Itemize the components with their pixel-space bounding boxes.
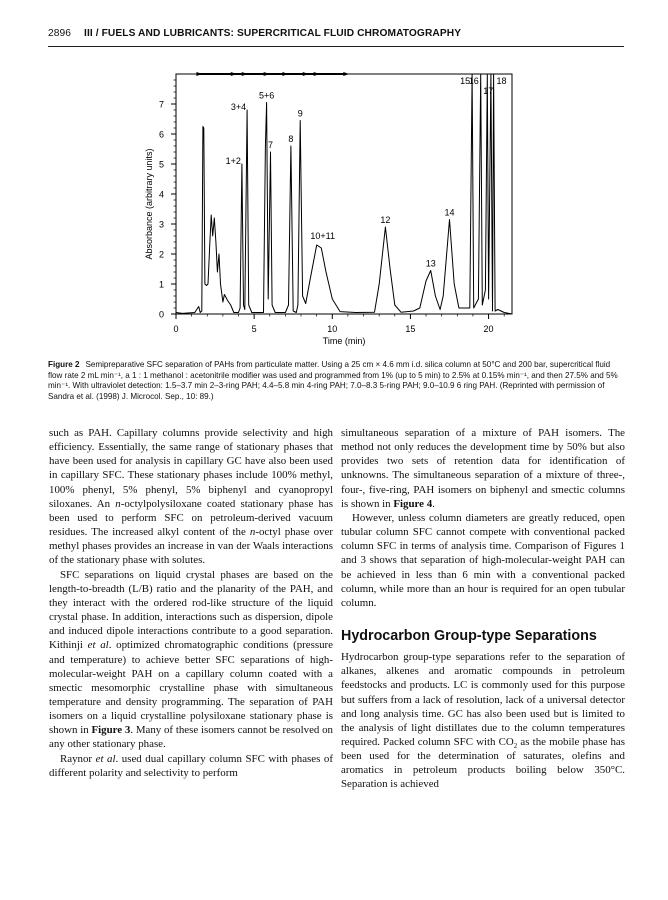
y-tick-label: 0 (158, 309, 164, 320)
plot-frame (176, 74, 512, 314)
fraction-marker-arrow (264, 72, 270, 76)
fraction-marker-arrow (343, 72, 349, 76)
fraction-marker-arrow (196, 72, 202, 76)
x-axis-label: Time (min) (322, 336, 366, 346)
section-title: III / FUELS AND LUBRICANTS: SUPERCRITICAL FLUID CHROMATOGRAPHY (84, 28, 462, 39)
y-tick-label: 1 (158, 279, 164, 290)
figure-2-chromatogram (140, 64, 540, 354)
paragraph: However, unless column diameters are greatly reduced, open tubular column SFC cannot compete with conventional packed column SFC in terms of analysis time. Comparison of Figures 1 and 3 shows that separation of high-molecular-weight PAH can be achieved in less than 6 min with a conventional packed column, while more than an hour is required for an open tubular column. (341, 511, 625, 609)
fraction-marker-arrow (314, 72, 320, 76)
paragraph: SFC separations on liquid crystal phases are based on the length-to-breadth (L/B) ratio and the planarity of the PAH, and they interact with the ordered rod-like structure of the liquid crystal phase. In addition, interactions such as dispersion, dipole and induced dipole interactions contribute to a good separation. Kithinji et al. optimized chromatographic conditions (pressure and temperature) to achieve better SFC separations of high-molecular-weight PAH on a capillary column coated with a smectic mesomorphic crystalline phase with simultaneous temperature and density programming. The separation of PAH isomers on a liquid crystalline polysiloxane stationary phase is shown in Figure 3. Many of these isomers cannot be resolved on any other stationary phase. (49, 568, 334, 751)
section-heading: Hydrocarbon Group-type Separations (341, 628, 597, 645)
peak-label: 16 (468, 76, 479, 86)
paragraph: simultaneous separation of a mixture of PAH isomers. The method not only reduces the development time by 50% but also provides two sets of retention data for identification of unknowns. The simultaneous separation of a mixture of three-, four-, five-ring, PAH isomers on biphenyl and smectic columns is shown in Figure 4. (341, 427, 625, 510)
x-tick-label: 5 (251, 324, 257, 334)
y-tick-label: 6 (158, 129, 164, 140)
y-axis-label: Absorbance (arbitrary units) (144, 148, 154, 260)
figure-caption (48, 360, 626, 402)
x-tick-label: 0 (173, 324, 179, 334)
x-tick-label: 15 (405, 324, 416, 334)
peak-label: 14 (444, 207, 455, 218)
y-tick-label: 3 (158, 219, 164, 230)
peak-label: 10+11 (310, 231, 335, 241)
body-column-left (49, 426, 333, 780)
fraction-marker-arrow (282, 72, 288, 76)
figure-label: Figure 2 (48, 360, 80, 369)
y-tick-label: 4 (158, 189, 164, 200)
peak-label: 12 (380, 215, 391, 225)
peak-label: 18 (496, 76, 507, 86)
peak-label: 17 (483, 86, 494, 96)
peak-label: 1+2 (225, 156, 241, 166)
peak-label: 3+4 (230, 102, 247, 112)
peak-label: 13 (425, 258, 436, 269)
paragraph: Hydrocarbon group-type separations refer to the separation of alkanes, alkenes and aromatic compounds in petroleum feedstocks and products. LC is commonly used for this purpose but suffers from a lack of resolution, lack of a universal detector and long analysis time. GC has also been used but is limited to the analysis of light distillates due to the column temperatures required. Packed column SFC with $CO_2$ as the mobile phase has been used for the determination of saturates, olefins and aromatics in petroleum products boiling below 350°C. Separation is achieved (341, 651, 625, 791)
page-number: 2896 (48, 28, 72, 39)
figure-caption-text: Semipreparative SFC separation of PAHs from particulate matter. Using a 25 cm × 4.6 mm i.d. silica column at 50°C and 200 bar, supercritical fluid flow rate 2 mL min⁻¹, a 1 : 1 methanol : acetonitrile modifier was used and programmed from 1% (up to 5 min) to 2.5% at 0.15% min⁻¹, and then 27.5% and 5% min⁻¹. With ultraviolet detection: 1.5–3.7 min 2–3-ring PAH; 4.4–5.8 min 4-ring PAH; 7.0–8.3 5-ring PAH; 9.0–10.9 6 ring PAH. (Reprinted with permission of Sandra et al. (1998) J. Microcol. Sep., 10: 89.) (48, 360, 618, 401)
fraction-marker-arrow (242, 72, 248, 76)
paragraph: Raynor et al. used dual capillary column SFC with phases of different polarity and selectivity to perform (49, 752, 333, 779)
chromatogram-trace (176, 74, 512, 314)
paragraph: such as PAH. Capillary columns provide selectivity and high efficiency. Essentially, the same range of stationary phases that have been used for analysis in capillary GC have also been used in capillary SFC. These stationary phases include 100% methyl, 100% phenyl, 5% phenyl, 5% biphenyl and cyanopropyl siloxanes. An n-octylpolysiloxane coated stationary phase has been used to perform SFC on petroleum-derived vacuum residues. The increased alkyl content of the n-octyl phase over methyl phases provides an increase in van der Waals interactions of the stationary phase with solutes. (49, 427, 333, 567)
x-tick-label: 10 (327, 324, 338, 334)
fraction-marker-arrow (231, 72, 237, 76)
peak-label: 8 (288, 134, 294, 144)
peak-label: 7 (268, 140, 274, 150)
y-tick-label: 5 (158, 159, 164, 170)
y-tick-label: 2 (158, 249, 164, 260)
body-column-right (341, 426, 625, 792)
peak-label: 15 (460, 76, 471, 86)
chromatogram-chart (140, 64, 540, 354)
x-tick-label: 20 (483, 324, 494, 334)
fraction-marker-arrow (303, 72, 309, 76)
peak-label: 5+6 (259, 90, 275, 101)
peak-label: 9 (297, 108, 303, 119)
y-tick-label: 7 (158, 99, 164, 110)
running-head (48, 28, 624, 47)
